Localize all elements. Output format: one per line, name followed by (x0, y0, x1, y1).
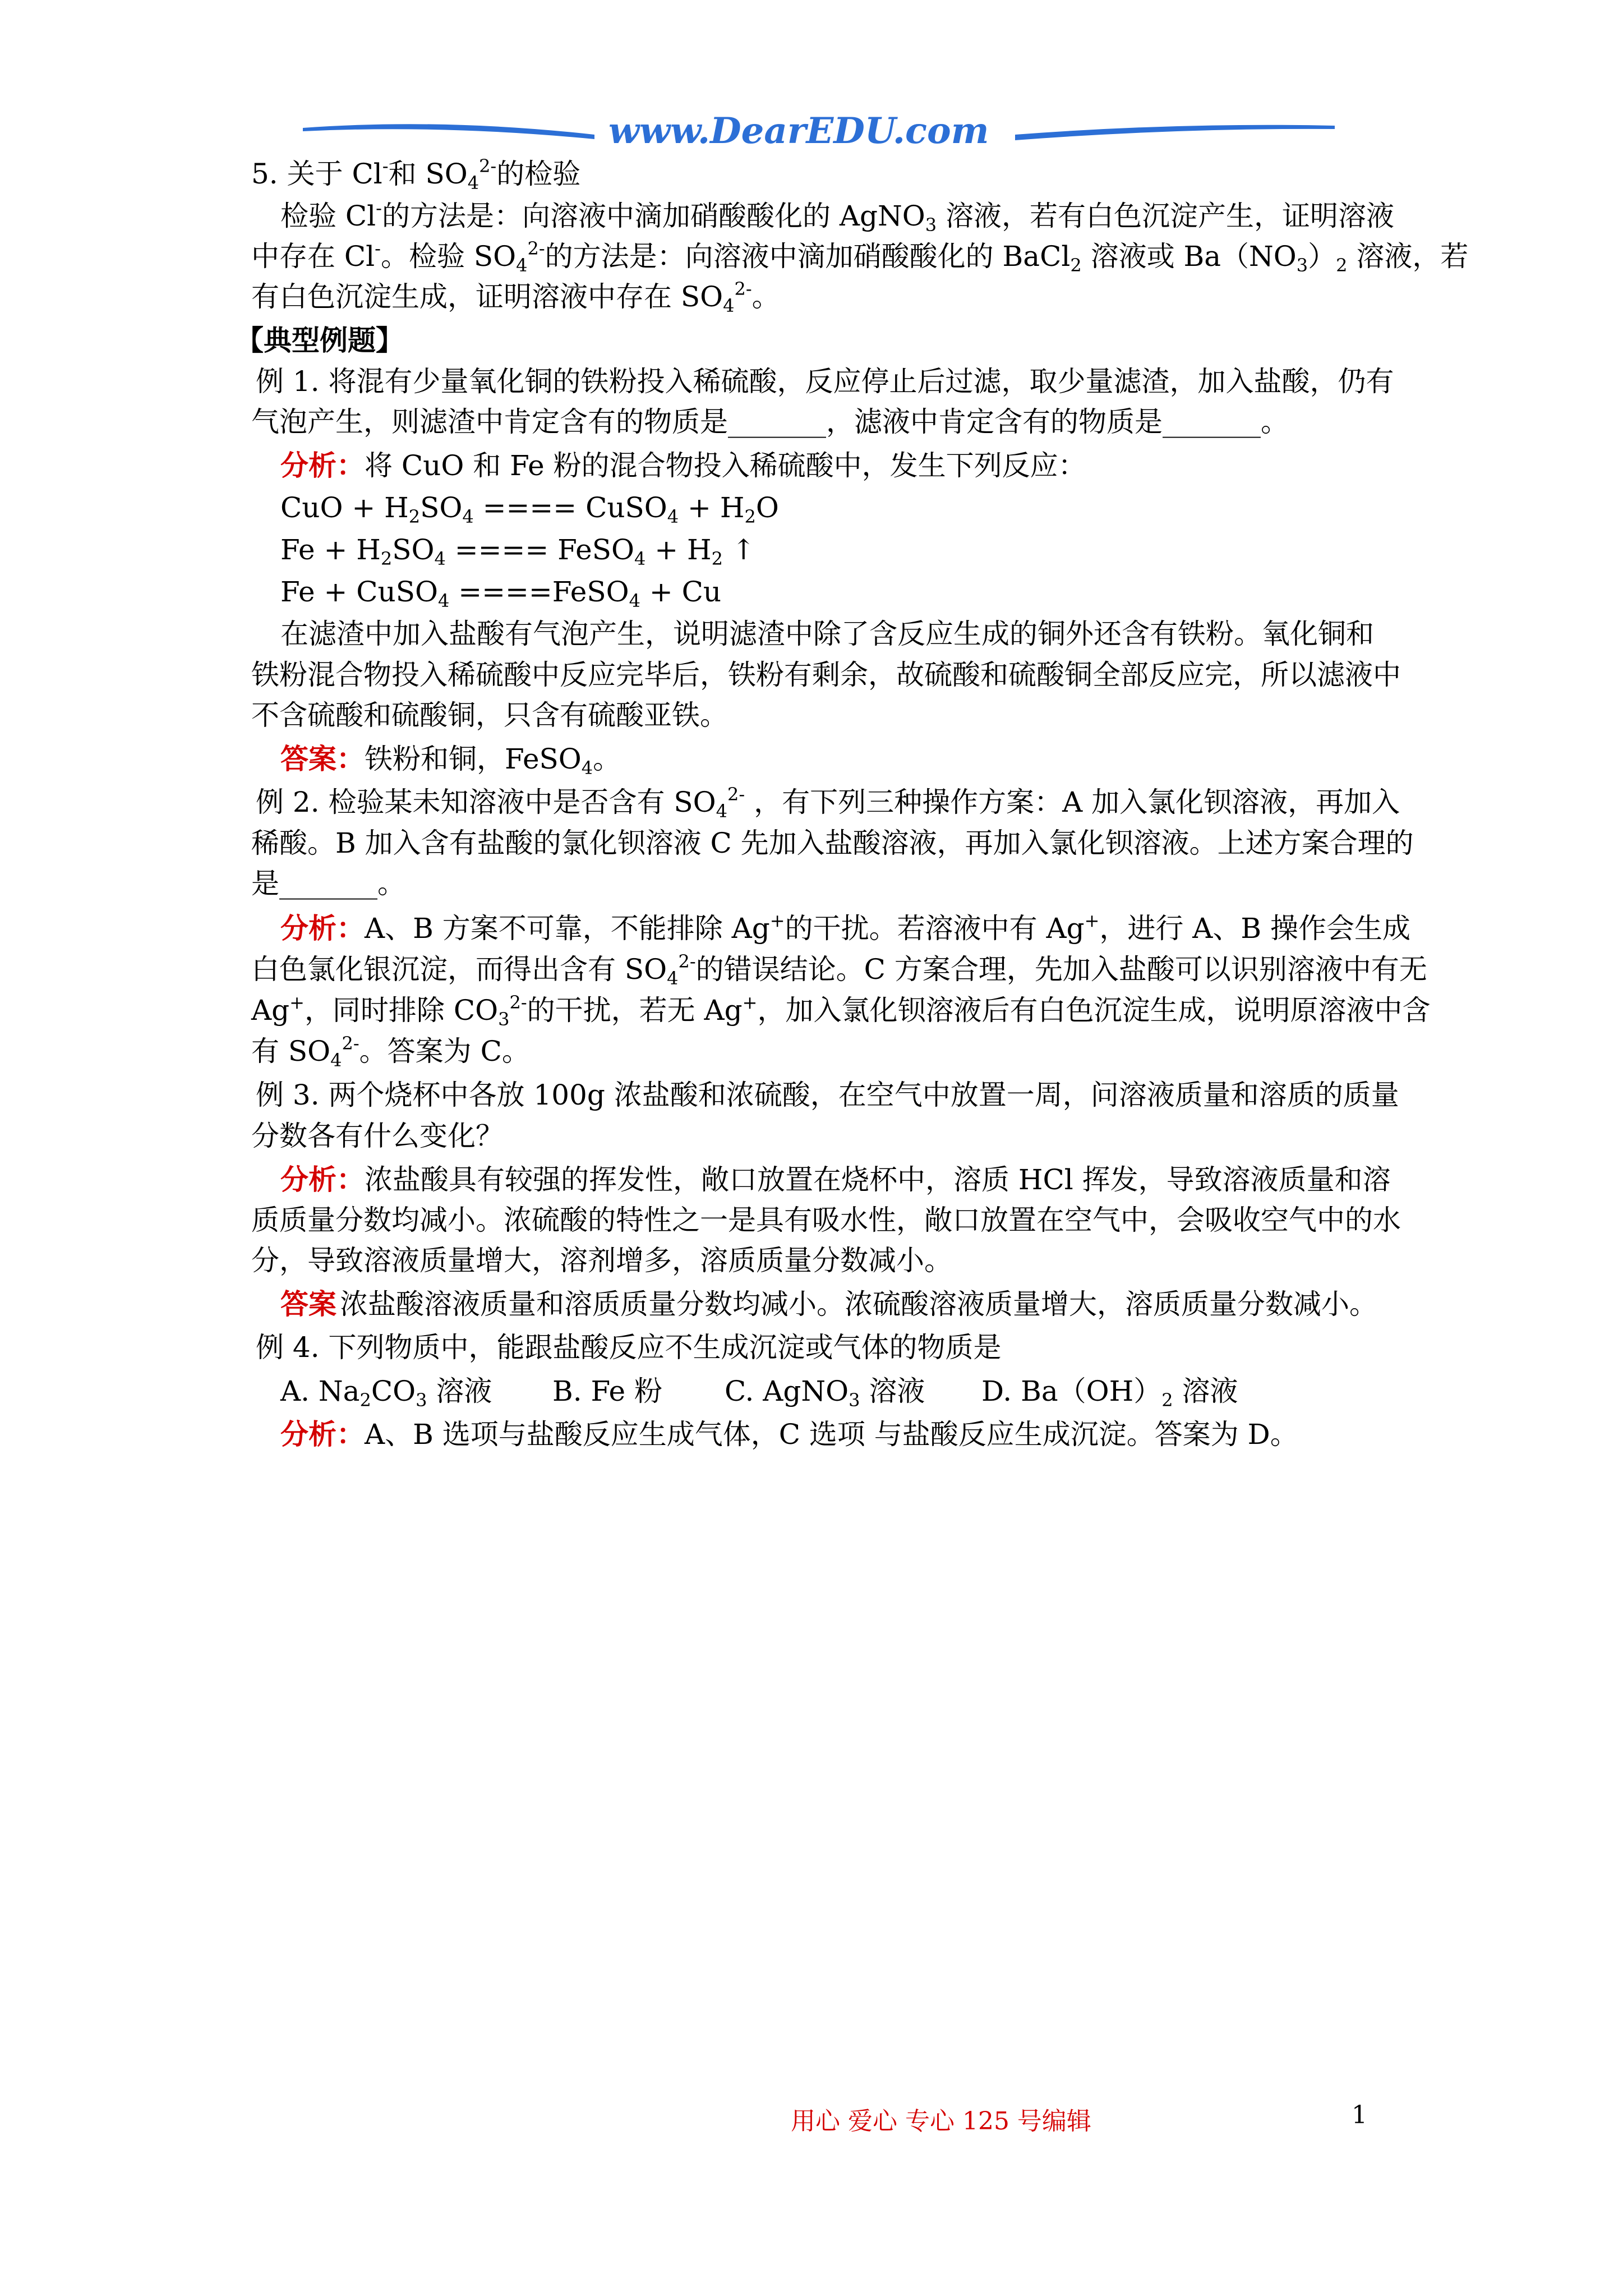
ex4-question: 例 4. 下列物质中，能跟盐酸反应不生成沉淀或气体的物质是 (256, 1331, 1002, 1364)
ex2-question-line2: 稀酸。B 加入含有盐酸的氯化钡溶液 C 先加入盐酸溶液，再加入氯化钡溶液。上述方案合理的 (251, 827, 1414, 859)
ex3-analysis-line1: 分析：浓盐酸具有较强的挥发性，敞口放置在烧杯中，溶质 HCl 挥发，导致溶液质量和溶 (280, 1163, 1391, 1196)
ex1-explanation-line1: 在滤渣中加入盐酸有气泡产生，说明滤渣中除了含反应生成的铜外还含有铁粉。氧化铜和 (280, 618, 1374, 650)
ex1-question-line2: 气泡产生，则滤渣中肯定含有的物质是_______，滤液中肯定含有的物质是_______。 (251, 406, 1289, 438)
ex1-answer: 答案：铁粉和铜，FeSO$_4$。 (280, 742, 621, 779)
analysis-label: 分析： (280, 1418, 365, 1451)
page-number: 1 (1352, 2101, 1367, 2129)
ex3-answer: 答案 浓盐酸溶液质量和溶质质量分数均减小。浓硫酸溶液质量增大，溶质质量分数减小。 (280, 1287, 1377, 1320)
ex4-option-a: A. $Na_2CO_3$ 溶液 (280, 1375, 492, 1411)
ex3-question-line1: 例 3. 两个烧杯中各放 100g 浓盐酸和浓硫酸，在空气中放置一周，问溶液质量和溶质的质量 (256, 1079, 1399, 1111)
ex1-explanation-line3: 不含硫酸和硫酸铜，只含有硫酸亚铁。 (251, 699, 728, 731)
ex3-analysis-line3: 分，导致溶液质量增大，溶剂增多，溶质质量分数减小。 (251, 1244, 952, 1277)
header-logo (303, 112, 1335, 151)
footer-text: 用心 爱心 专心 125 号编辑 (791, 2107, 1091, 2136)
ex3-question-line2: 分数各有什么变化？ (251, 1120, 504, 1152)
ex2-analysis-line2: 白色氯化银沉淀，而得出含有 $SO_4^{2-}$的错误结论。C 方案合理，先加入盐酸可以识别溶液中有无 (251, 951, 1427, 989)
ex1-equation-1: CuO + $H_2SO_4$ ==== CuSO$_4$ + $H_2O$ (280, 491, 779, 527)
ex1-analysis: 分析：将 CuO 和 Fe 粉的混合物投入稀硫酸中，发生下列反应： (280, 449, 1086, 482)
ex2-question-line1: 例 2. 检验某未知溶液中是否含有 $SO_4^{2-}$ ，有下列三种操作方案：A 加入氯化钡溶液，再加入 (256, 784, 1400, 822)
ex4-option-d: D. $Ba(OH)_2$ 溶液 (981, 1375, 1238, 1411)
logo-text: www.DearEDU.com (608, 110, 989, 152)
ex1-question-line1: 例 1. 将混有少量氧化铜的铁粉投入稀硫酸，反应停止后过滤，取少量滤渣，加入盐酸，仍有 (256, 365, 1394, 398)
ex4-option-b: B. Fe 粉 (552, 1375, 662, 1407)
analysis-label: 分析： (280, 912, 365, 945)
section5-title: 5. 关于 Cl-和 $SO_4^{2-}$的检验 (251, 155, 581, 194)
ex2-analysis-line4: 有 $SO_4^{2-}$。答案为 C。 (251, 1033, 530, 1071)
ex2-question-line3: 是_______。 (251, 867, 405, 900)
section5-para-line2: 中存在 Cl-。检验 $SO_4^{2-}$的方法是：向溶液中滴加硝酸酸化的 BaCl$_2$ 溶液或 $Ba(NO_3)_2$ 溶液，若 (251, 238, 1469, 276)
ex1-equation-3: Fe + CuSO$_4$ ====FeSO$_4$ + Cu (280, 576, 722, 611)
section5-para-line1: 检验 Cl-的方法是：向溶液中滴加硝酸酸化的 AgNO$_3$ 溶液，若有白色沉淀产生，证明溶液 (280, 197, 1394, 236)
section5-para-line3: 有白色沉淀生成，证明溶液中存在 $SO_4^{2-}$。 (251, 278, 780, 316)
analysis-label: 分析： (280, 1163, 365, 1196)
typical-examples-heading: 【典型例题】 (236, 324, 404, 357)
answer-label: 答案： (280, 742, 365, 775)
ex1-explanation-line2: 铁粉混合物投入稀硫酸中反应完毕后，铁粉有剩余，故硫酸和硫酸铜全部反应完，所以滤液中 (251, 659, 1401, 691)
ex4-option-c: C. AgNO$_3$ 溶液 (725, 1375, 925, 1411)
ex4-analysis: 分析：A、B 选项与盐酸反应生成气体，C 选项 与盐酸反应生成沉淀。答案为 D。 (280, 1418, 1298, 1451)
ex3-analysis-line2: 质质量分数均减小。浓硫酸的特性之一是具有吸水性，敞口放置在空气中，会吸收空气中的水 (251, 1204, 1401, 1236)
ex2-analysis-line1: 分析：A、B 方案不可靠，不能排除 Ag+的干扰。若溶液中有 Ag+，进行 A、B 操作会生成 (280, 910, 1411, 945)
ex1-equation-2: $Fe + H_2SO_4$ ==== FeSO$_4$ + $H_2$ ↑ (280, 533, 755, 569)
answer-label: 答案 (280, 1287, 336, 1320)
ex2-analysis-line3: Ag+，同时排除 $CO_3^{2-}$的干扰，若无 Ag+，加入氯化钡溶液后有白色沉淀生成，说明原溶液中含 (251, 992, 1431, 1030)
analysis-label: 分析： (280, 449, 365, 482)
